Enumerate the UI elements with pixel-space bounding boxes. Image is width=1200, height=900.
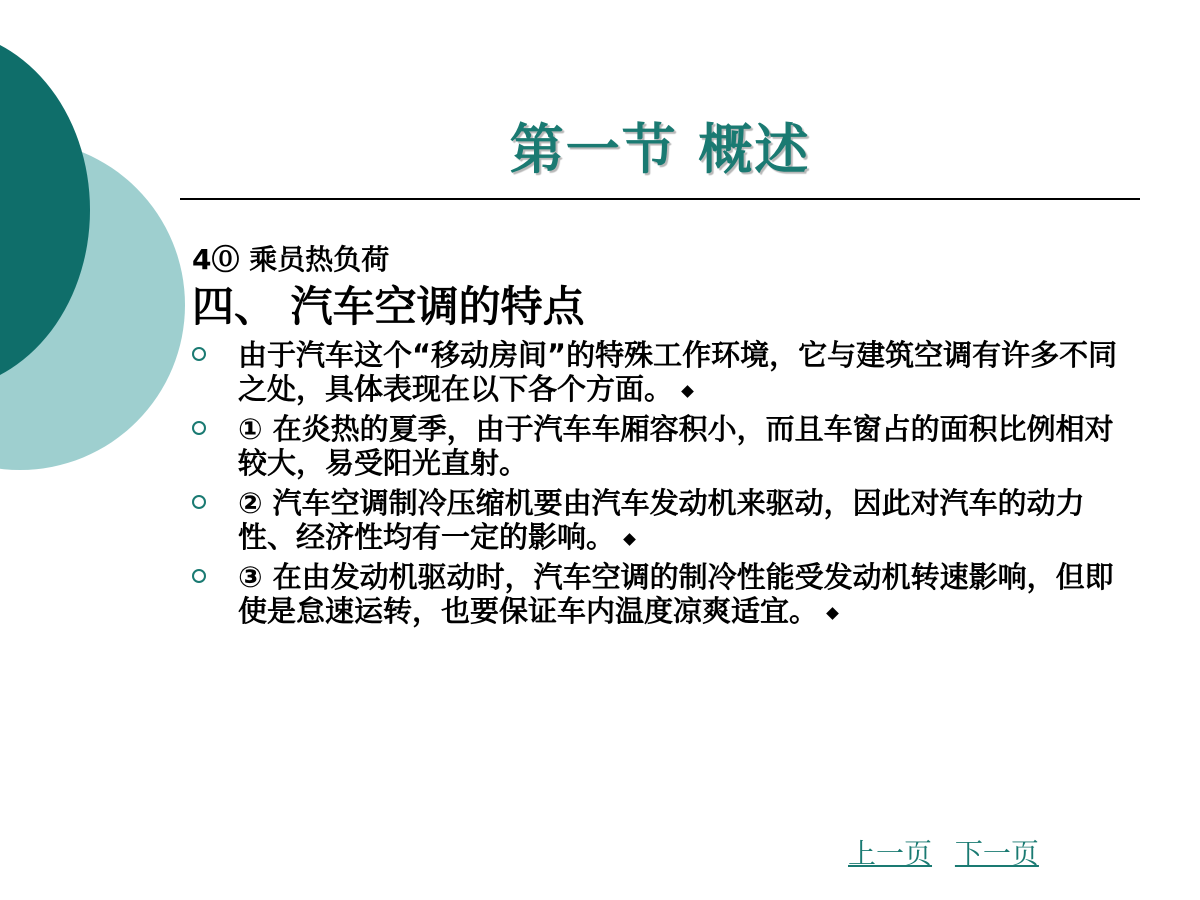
hollow-circle-icon (192, 569, 206, 583)
bullet-text: 由于汽车这个“移动房间”的特殊工作环境，它与建筑空调有许多不同之处，具体表现在以下各个方面。 (238, 338, 1118, 406)
bullet-text: ① 在炎热的夏季，由于汽车车厢容积小，而且车窗占的面积比例相对较大，易受阳光直射。 (238, 412, 1114, 480)
bullet-item (190, 560, 1140, 628)
hollow-circle-icon (192, 495, 206, 509)
diamond-icon (826, 607, 839, 620)
bullet-list (190, 338, 1140, 634)
diamond-icon (623, 533, 636, 546)
hollow-circle-icon (192, 347, 206, 361)
bullet-item (190, 486, 1140, 554)
page-navigation (848, 836, 1039, 872)
title-divider (180, 198, 1140, 200)
hollow-circle-icon (192, 421, 206, 435)
bullet-text: ③ 在由发动机驱动时，汽车空调的制冷性能受发动机转速影响，但即使是怠速运转，也要保证车内温度凉爽适宜。 (238, 560, 1114, 628)
slide-title: 第一节 概述 (509, 118, 811, 181)
prev-page-link[interactable]: 上一页 (848, 837, 933, 870)
next-page-link[interactable]: 下一页 (954, 837, 1039, 870)
sub-item-line: 4⓪ 乘员热负荷 (192, 243, 390, 276)
section-heading: 四、 汽车空调的特点 (192, 282, 585, 331)
bullet-item (190, 412, 1140, 480)
diamond-icon (681, 385, 694, 398)
bullet-text: ② 汽车空调制冷压缩机要由汽车发动机来驱动，因此对汽车的动力性、经济性均有一定的影响。 (238, 486, 1085, 554)
bullet-item (190, 338, 1140, 406)
